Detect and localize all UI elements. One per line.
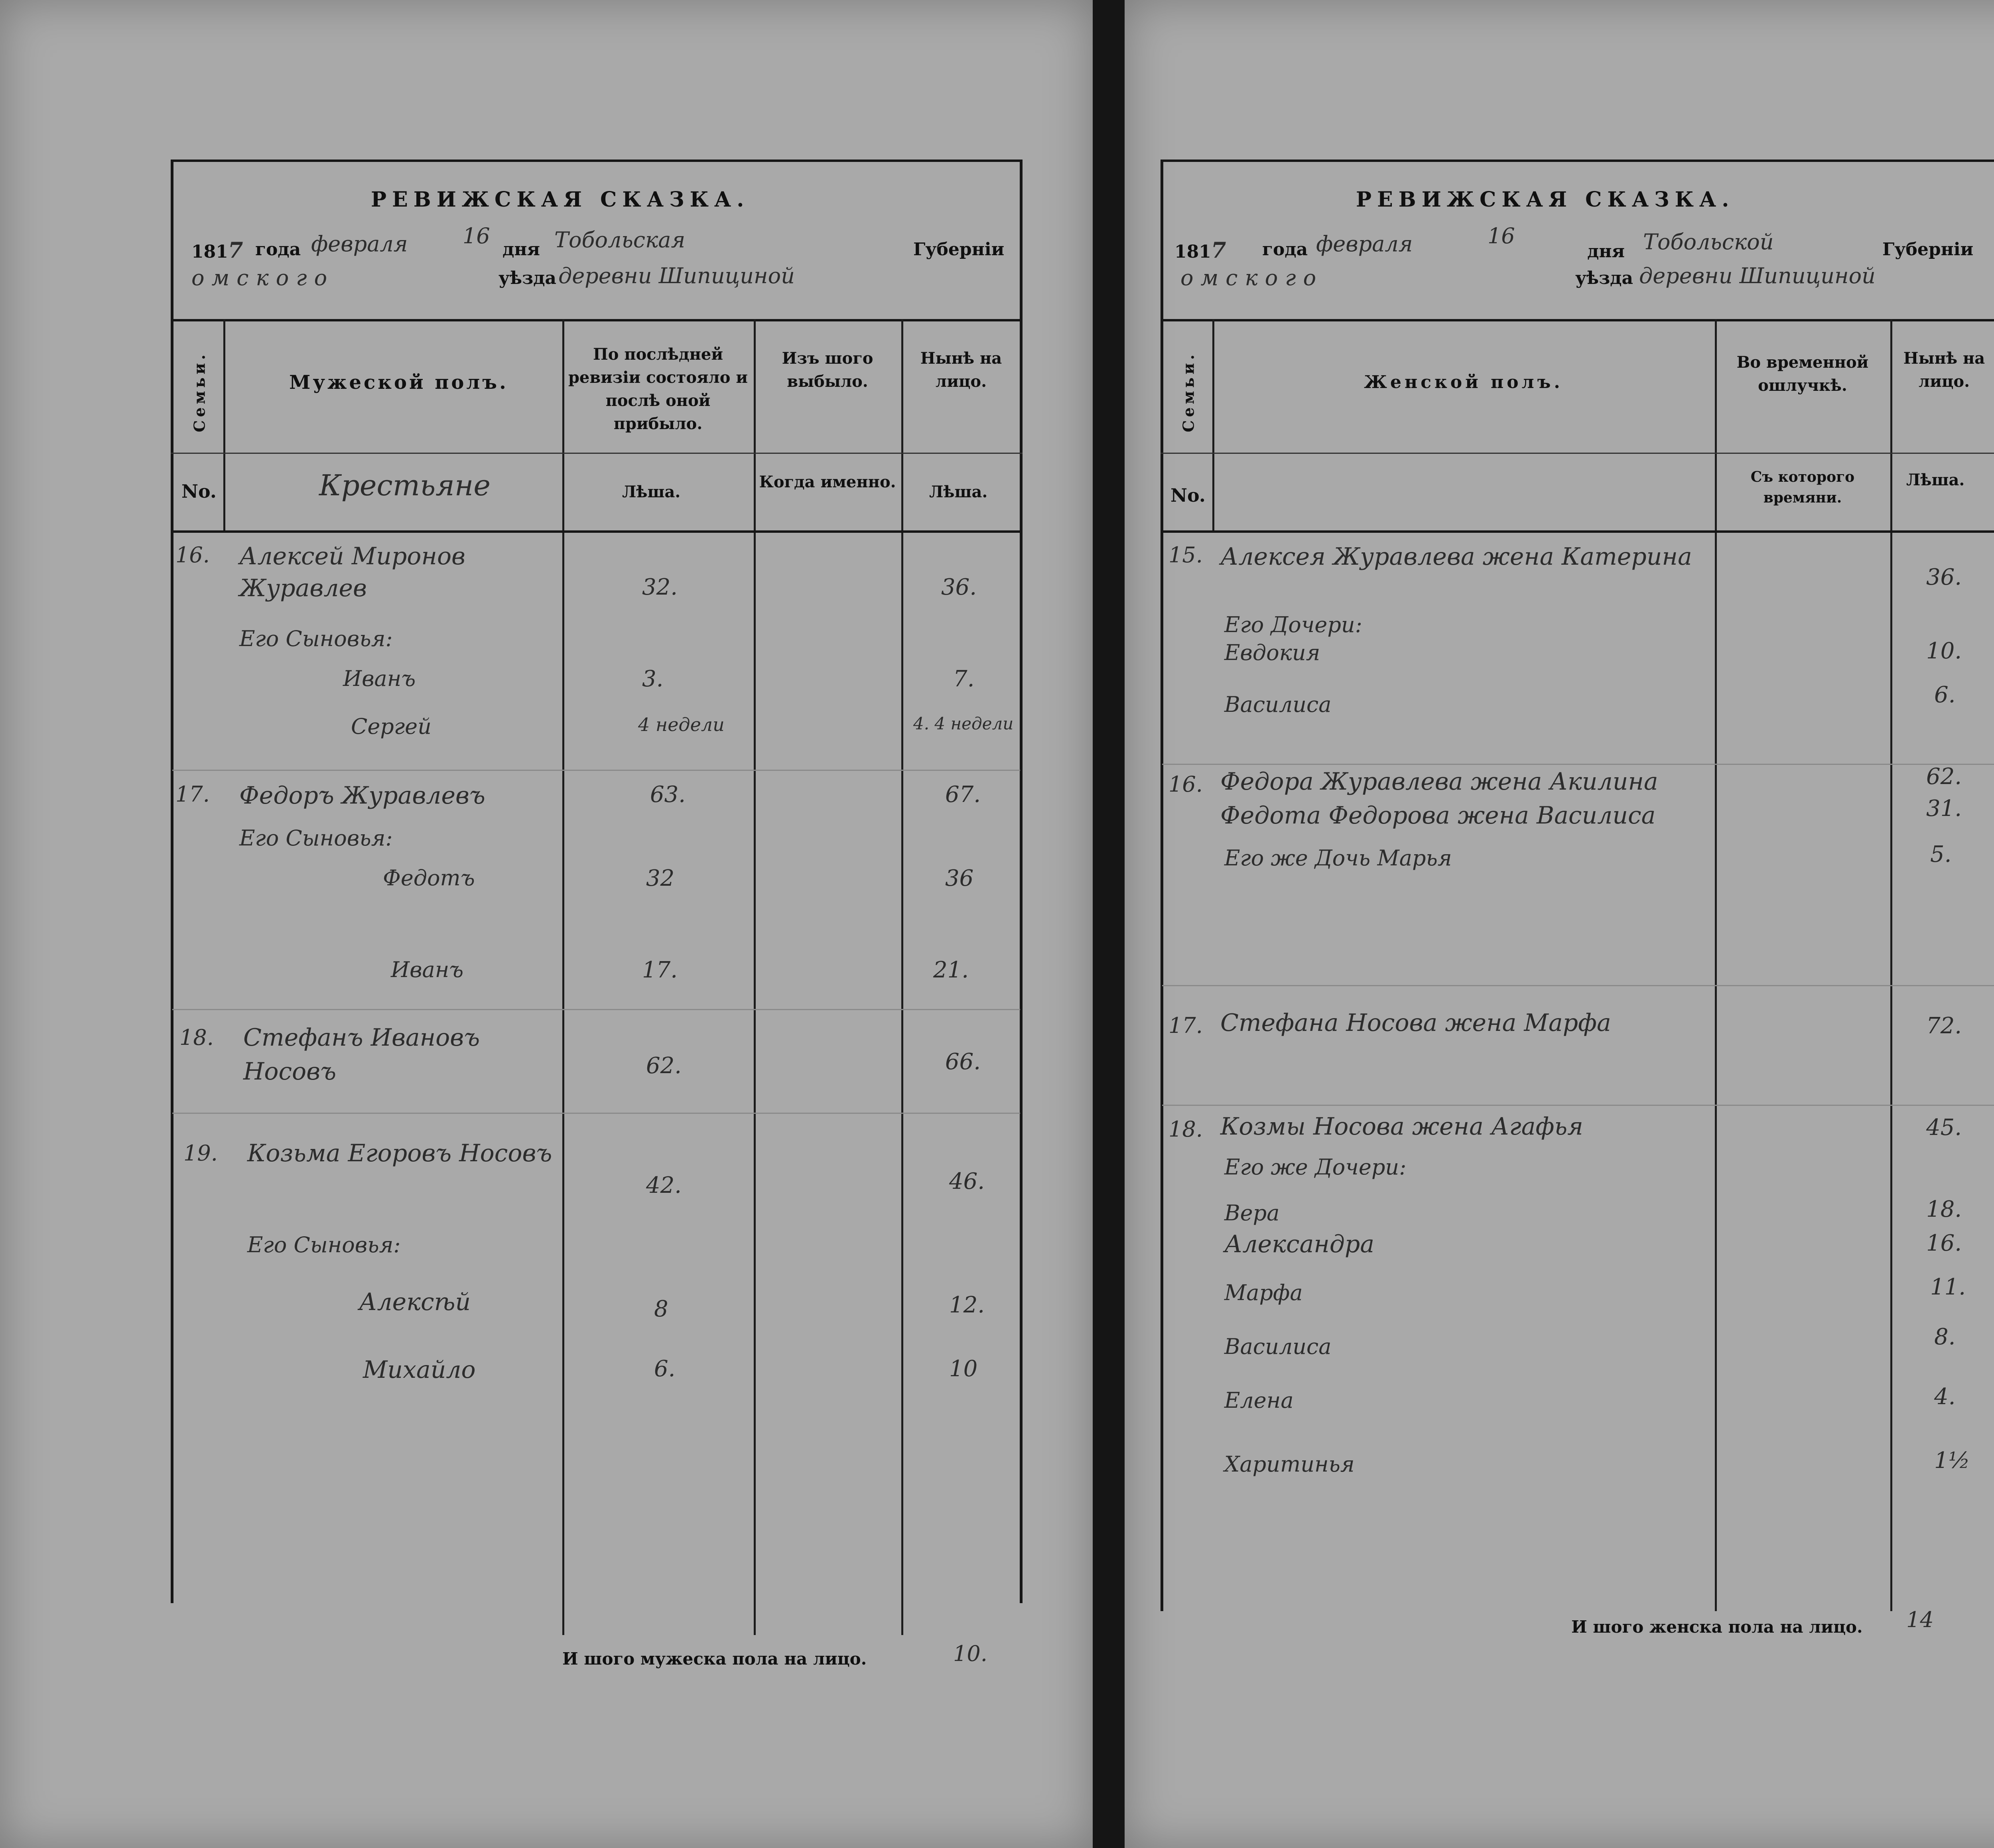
left-header-top-rule [171,319,1023,321]
left-row-10-no: 19. [183,1141,218,1166]
right-row-16-now: 1½ [1934,1448,1970,1474]
left-row-8-name: Иванъ [391,957,464,982]
left-hdr-nalitso: Нынѣ на лицо. [920,349,1002,391]
left-header-mid-rule [171,453,1023,454]
left-row-12-name: Алексѣй [359,1288,471,1316]
right-row-2-name: Его Дочери: [1224,612,1362,637]
left-hdr-kogda: Когда именно. [759,473,896,491]
right-hdr-no: No. [1170,485,1206,506]
left-row-1-name: Алексей Миронов Журавлев [239,542,465,602]
left-col-sep-4 [901,319,903,1635]
right-god: года [1262,239,1308,260]
right-row-7-now: 5. [1930,841,1952,867]
right-month: февраля [1316,231,1413,256]
right-row-12-now: 16. [1926,1230,1962,1256]
left-row-12-prev: 8 [654,1296,668,1322]
left-row-9-name: Стефанъ Ивановъ Носовъ [243,1024,480,1086]
right-row-1-now: 36. [1926,564,1962,590]
left-hdr-no: No. [181,481,217,502]
left-row-9-no: 18. [179,1025,214,1050]
right-row-3-now: 10. [1926,638,1962,664]
right-row-6-name: Федота Федорова жена Василиса [1220,802,1656,829]
right-title: РЕВИЖСКАЯ СКАЗКА. [1356,187,1735,212]
right-uezd: уѣзда [1575,268,1633,288]
right-group-rule-1 [1162,764,1994,765]
left-row-5-no: 17. [175,782,210,807]
left-group-rule-2 [172,1009,1020,1010]
left-row-3-now: 7. [953,666,975,692]
right-hdr-nalitso: Нынѣ на лицо. [1903,349,1985,391]
left-row-12-now: 12. [949,1292,985,1318]
right-footer-total: 14 [1906,1607,1934,1632]
left-row-4-prev: 4 недели [638,714,725,735]
right-row-6-now: 31. [1926,796,1962,822]
right-top-rule [1161,160,1994,162]
left-col-sep-2 [562,319,564,1635]
left-title: РЕВИЖСКАЯ СКАЗКА. [371,187,750,212]
right-row-1-no: 15. [1168,542,1203,567]
left-hdr-leta1: Лѣша. [622,483,681,501]
left-row-4-name: Сергей [351,714,432,739]
right-row-7-name: Его же Дочь Марья [1224,845,1452,871]
left-row-9-prev: 62. [646,1053,682,1079]
right-row-16-name: Харитинья [1224,1452,1355,1477]
right-row-13-now: 11. [1930,1274,1966,1300]
left-row-7-now: 36 [945,865,974,891]
left-month: февраля [311,231,408,256]
right-row-10-name: Его же Дочери: [1224,1155,1407,1180]
right-row-4-name: Василиса [1224,692,1332,717]
right-header-mid-rule [1161,453,1994,454]
left-hdr-semya: Семьи. [190,351,209,432]
left-gubernia: Губернiи [913,239,1005,260]
left-row-3-prev: 3. [642,666,664,692]
right-row-8-no: 17. [1168,1013,1203,1038]
left-row-13-prev: 6. [654,1356,676,1382]
right-row-11-name: Вера [1224,1200,1280,1225]
left-year-prefix: 181 [191,242,228,262]
right-col-sep-2 [1715,319,1717,1611]
right-row-1-name: Алексея Журавлева жена Катерина [1220,543,1692,571]
right-year-prefix: 181 [1174,242,1211,262]
left-row-10-name: Козьма Егоровъ Носовъ [247,1139,552,1167]
right-row-14-name: Василиса [1224,1334,1332,1359]
left-row-7-name: Федотъ [383,865,475,891]
right-header-bottom-rule [1161,530,1994,533]
left-row-8-prev: 17. [642,957,678,983]
right-uezd-hand: омского [1180,265,1324,290]
right-village: деревни Шипициной [1639,263,1876,288]
left-village: деревни Шипициной [558,263,795,288]
right-gubernia-hand: Тобольской [1643,229,1774,254]
book-gutter [1093,0,1125,1848]
left-row-5-now: 67. [945,782,981,808]
left-row-1-now: 36. [941,574,977,600]
right-day: 16 [1488,223,1515,248]
left-row-1-prev: 32. [642,574,678,600]
left-row-5-prev: 63. [650,782,686,808]
right-hdr-vremennoy: Во временной ошлучкѣ. [1736,353,1869,395]
left-top-rule [171,160,1023,162]
right-row-9-name: Козмы Носова жена Агафья [1220,1113,1583,1141]
left-row-13-name: Михайло [363,1356,476,1384]
right-row-4-now: 6. [1934,682,1956,708]
right-row-5-name: Федора Журавлева жена Акилина [1220,768,1658,796]
left-row-13-now: 10 [949,1356,978,1382]
right-row-8-now: 72. [1926,1013,1962,1039]
left-dnya: дня [502,239,540,260]
right-row-8-name: Стефана Носова жена Марфа [1220,1009,1611,1037]
left-hdr-vybylo: Изъ шого выбыло. [782,349,873,391]
right-col-sep-3 [1890,319,1892,1611]
right-row-5-no: 16. [1168,772,1203,797]
right-date-line [1174,237,1226,263]
left-row-6-name: Его Сыновья: [239,825,393,851]
left-day: 16 [463,223,490,248]
right-row-9-no: 18. [1168,1117,1203,1142]
right-hdr-s-kotorago: Съ которого времяни. [1750,469,1855,506]
left-god: года [255,239,301,260]
left-hdr-leta2: Лѣша. [929,483,988,501]
left-uezd-hand: омского [191,265,335,290]
right-row-9-now: 45. [1926,1115,1962,1141]
left-hdr-male: Мужеской полъ. [289,371,508,394]
right-group-rule-3 [1162,1105,1994,1106]
right-row-15-now: 4. [1934,1384,1956,1410]
left-group-rule-3 [172,1113,1020,1114]
right-row-12-name: Александра [1224,1230,1375,1258]
left-row-9-now: 66. [945,1049,981,1075]
left-row-7-prev: 32 [646,865,675,891]
left-hdr-last-revision: По послѣдней ревизiи состояло и послѣ оной прибыло. [568,345,748,433]
left-col-sep-3 [754,319,756,1635]
left-row-4-now: 4. 4 недели [913,714,1014,733]
left-footer-total: 10. [953,1641,987,1666]
left-row-1-no: 16. [175,542,210,567]
left-gubernia-hand: Тобольская [554,227,686,252]
left-group-rule-1 [172,770,1020,771]
right-row-11-now: 18. [1926,1196,1962,1222]
right-header-top-rule [1161,319,1994,321]
left-row-5-name: Федоръ Журавлевъ [239,782,485,810]
right-row-3-name: Евдокия [1224,640,1320,665]
right-hdr-female: Женской полъ. [1364,372,1563,392]
right-dnya: дня [1587,241,1625,262]
left-date-line [191,237,243,263]
left-uezd: уѣзда [498,268,557,288]
right-hdr-semya: Семьи. [1179,351,1198,432]
left-hdr-krestyane: Крестьяне [319,469,491,502]
left-header-bottom-rule [171,530,1023,533]
right-gubernia: Губернiи [1882,239,1974,260]
right-col-sep-1 [1212,319,1214,530]
left-row-8-now: 21. [933,957,969,983]
left-footer: И шого мужеска пола на лицо. [562,1649,867,1669]
left-row-11-name: Его Сыновья: [247,1232,401,1257]
right-row-13-name: Марфа [1224,1280,1303,1305]
right-row-14-now: 8. [1934,1324,1956,1350]
right-year-suffix: 7 [1211,237,1226,263]
right-hdr-leta: Лѣша. [1906,471,1965,489]
left-year-suffix: 7 [228,237,243,263]
right-page [1125,0,1994,1848]
right-footer: И шого женска пола на лицо. [1571,1617,1863,1637]
left-col-sep-1 [223,319,225,530]
right-row-15-name: Елена [1224,1388,1294,1413]
left-row-3-name: Иванъ [343,666,416,691]
left-row-10-prev: 42. [646,1172,682,1198]
right-row-5-now: 62. [1926,764,1962,790]
left-row-2-name: Его Сыновья: [239,626,393,651]
right-group-rule-2 [1162,985,1994,986]
left-row-10-now: 46. [949,1168,985,1194]
